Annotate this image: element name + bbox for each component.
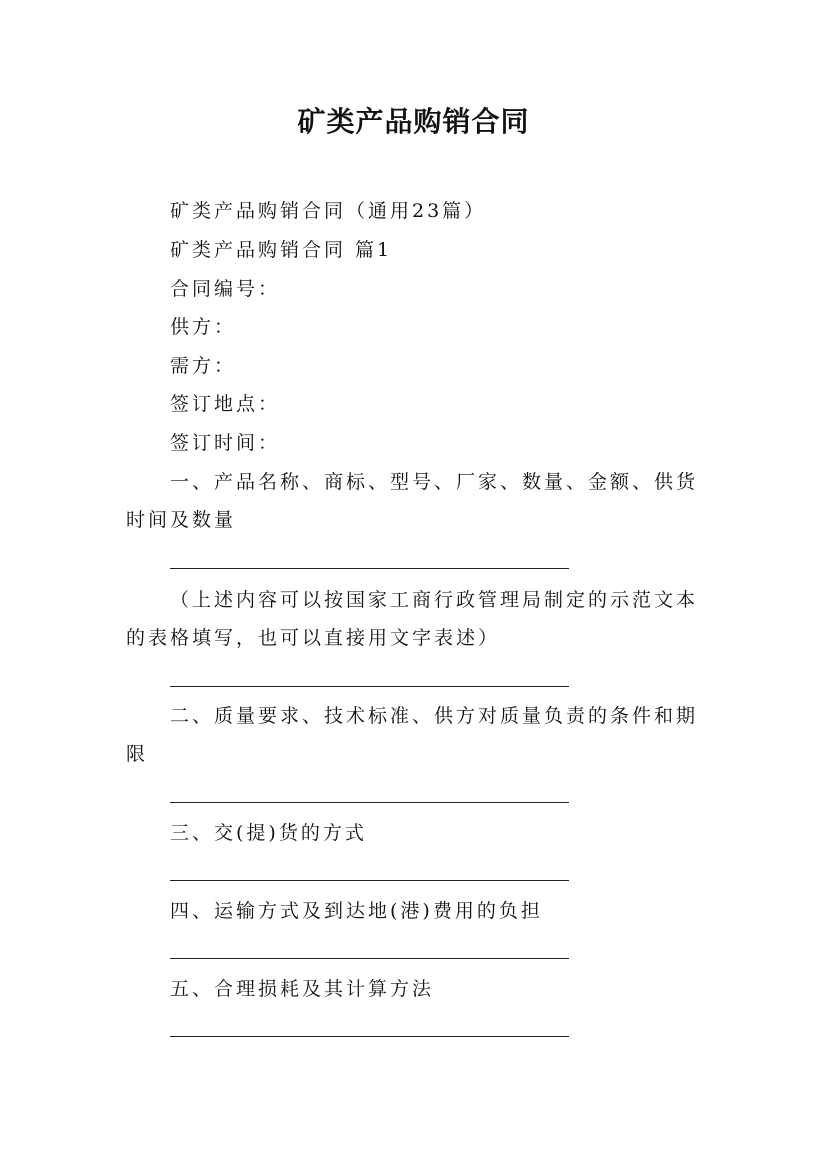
clause-5: 五、合理损耗及其计算方法 (170, 978, 435, 1000)
fill-line (170, 1036, 569, 1037)
fill-line (170, 568, 569, 569)
fill-line (170, 958, 569, 959)
section-heading: 矿类产品购销合同 篇1 (170, 239, 393, 261)
contract-number-label: 合同编号： (170, 278, 281, 300)
clause-1: 一、产品名称、商标、型号、厂家、数量、金额、供货时间及数量 (126, 471, 699, 531)
clause-note: （上述内容可以按国家工商行政管理局制定的示范文本的表格填写，也可以直接用文字表述） (126, 589, 699, 649)
fill-line (170, 686, 569, 687)
clause-4: 四、运输方式及到达地(港)费用的负担 (170, 900, 543, 922)
document-title: 矿类产品购销合同 (297, 105, 530, 138)
fill-line (170, 880, 569, 881)
clause-3: 三、交(提)货的方式 (170, 822, 367, 844)
supplier-label: 供方： (170, 316, 237, 338)
buyer-label: 需方： (170, 355, 237, 377)
signing-time-label: 签订时间： (170, 432, 281, 454)
fill-line (170, 802, 569, 803)
signing-place-label: 签订地点： (170, 393, 281, 415)
clause-2: 二、质量要求、技术标准、供方对质量负责的条件和期限 (126, 705, 699, 765)
subtitle-line: 矿类产品购销合同（通用23篇） (170, 200, 487, 222)
